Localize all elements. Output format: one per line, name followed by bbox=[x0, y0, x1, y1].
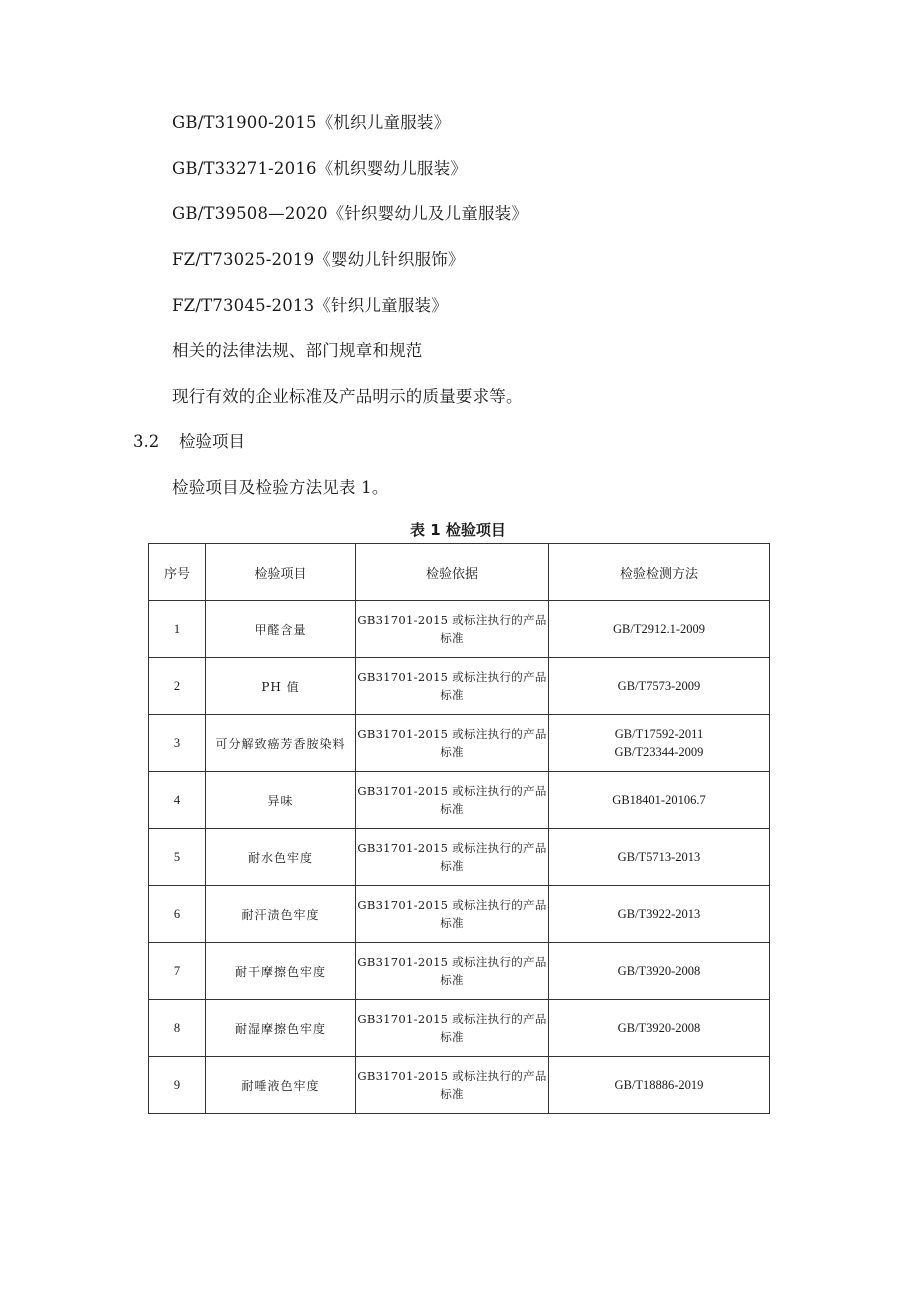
row-basis: GB31701-2015 或标注执行的产品标准 bbox=[356, 772, 549, 829]
section-title: 检验项目 bbox=[179, 432, 245, 451]
row-no: 8 bbox=[149, 1000, 206, 1057]
row-item: 耐水色牢度 bbox=[206, 829, 356, 886]
row-item: 耐唾液色牢度 bbox=[206, 1057, 356, 1114]
method-value: GB/T3920-2008 bbox=[617, 964, 701, 978]
method-value: GB/T3920-2008 bbox=[617, 1021, 701, 1035]
section-number: 3.2 bbox=[133, 432, 160, 451]
row-basis: GB31701-2015 或标注执行的产品标准 bbox=[356, 601, 549, 658]
enterprise-standard-line: 现行有效的企业标准及产品明示的质量要求等。 bbox=[172, 387, 523, 406]
row-no: 3 bbox=[149, 715, 206, 772]
method-value: GB/T23344-2009 bbox=[614, 745, 704, 759]
table-row bbox=[149, 1000, 770, 1057]
row-basis: GB31701-2015 或标注执行的产品标准 bbox=[356, 943, 549, 1000]
table-row bbox=[149, 658, 770, 715]
row-no: 1 bbox=[149, 601, 206, 658]
inspection-items-table bbox=[148, 543, 770, 1114]
method-value: GB/T17592-2011 bbox=[614, 727, 704, 741]
row-method bbox=[549, 601, 770, 658]
row-no: 4 bbox=[149, 772, 206, 829]
method-value: GB/T3922-2013 bbox=[617, 907, 701, 921]
method-value: GB/T18886-2019 bbox=[614, 1078, 704, 1092]
section-intro: 检验项目及检验方法见表 1。 bbox=[172, 478, 389, 497]
row-basis: GB31701-2015 或标注执行的产品标准 bbox=[356, 1000, 549, 1057]
header-method: 检验检测方法 bbox=[549, 544, 770, 601]
row-item: 耐湿摩擦色牢度 bbox=[206, 1000, 356, 1057]
row-item: 可分解致癌芳香胺染料 bbox=[206, 715, 356, 772]
standard-line-1: GB/T31900-2015《机织儿童服装》 bbox=[172, 113, 451, 132]
method-value: GB/T2912.1-2009 bbox=[612, 622, 705, 636]
table-header-row bbox=[149, 544, 770, 601]
row-item: 甲醛含量 bbox=[206, 601, 356, 658]
section-heading bbox=[133, 431, 245, 453]
row-no: 9 bbox=[149, 1057, 206, 1114]
method-value: GB18401-20106.7 bbox=[612, 793, 706, 807]
row-item: PH 值 bbox=[206, 658, 356, 715]
header-no: 序号 bbox=[149, 544, 206, 601]
row-method bbox=[549, 1000, 770, 1057]
table-row bbox=[149, 1057, 770, 1114]
row-basis: GB31701-2015 或标注执行的产品标准 bbox=[356, 886, 549, 943]
row-basis: GB31701-2015 或标注执行的产品标准 bbox=[356, 715, 549, 772]
table-row bbox=[149, 943, 770, 1000]
row-method bbox=[549, 943, 770, 1000]
table-row bbox=[149, 772, 770, 829]
table-row bbox=[149, 829, 770, 886]
standard-line-2: GB/T33271-2016《机织婴幼儿服装》 bbox=[172, 159, 468, 178]
row-method bbox=[549, 829, 770, 886]
regulations-line: 相关的法律法规、部门规章和规范 bbox=[172, 341, 423, 360]
row-method bbox=[549, 715, 770, 772]
row-basis: GB31701-2015 或标注执行的产品标准 bbox=[356, 658, 549, 715]
row-method bbox=[549, 772, 770, 829]
row-method bbox=[549, 658, 770, 715]
table-caption: 表 1 检验项目 bbox=[410, 521, 506, 539]
row-item: 耐汗渍色牢度 bbox=[206, 886, 356, 943]
method-value: GB/T5713-2013 bbox=[617, 850, 701, 864]
standard-line-4: FZ/T73025-2019《婴幼儿针织服饰》 bbox=[172, 250, 465, 269]
row-no: 7 bbox=[149, 943, 206, 1000]
method-value: GB/T7573-2009 bbox=[617, 679, 701, 693]
header-item: 检验项目 bbox=[206, 544, 356, 601]
row-basis: GB31701-2015 或标注执行的产品标准 bbox=[356, 829, 549, 886]
table-row bbox=[149, 715, 770, 772]
table-row bbox=[149, 601, 770, 658]
row-method bbox=[549, 886, 770, 943]
standard-line-5: FZ/T73045-2013《针织儿童服装》 bbox=[172, 296, 448, 315]
row-no: 2 bbox=[149, 658, 206, 715]
row-no: 5 bbox=[149, 829, 206, 886]
row-no: 6 bbox=[149, 886, 206, 943]
row-method bbox=[549, 1057, 770, 1114]
row-item: 异味 bbox=[206, 772, 356, 829]
row-basis: GB31701-2015 或标注执行的产品标准 bbox=[356, 1057, 549, 1114]
table-row bbox=[149, 886, 770, 943]
row-item: 耐干摩擦色牢度 bbox=[206, 943, 356, 1000]
header-basis: 检验依据 bbox=[356, 544, 549, 601]
standard-line-3: GB/T39508—2020《针织婴幼儿及儿童服装》 bbox=[172, 204, 529, 223]
